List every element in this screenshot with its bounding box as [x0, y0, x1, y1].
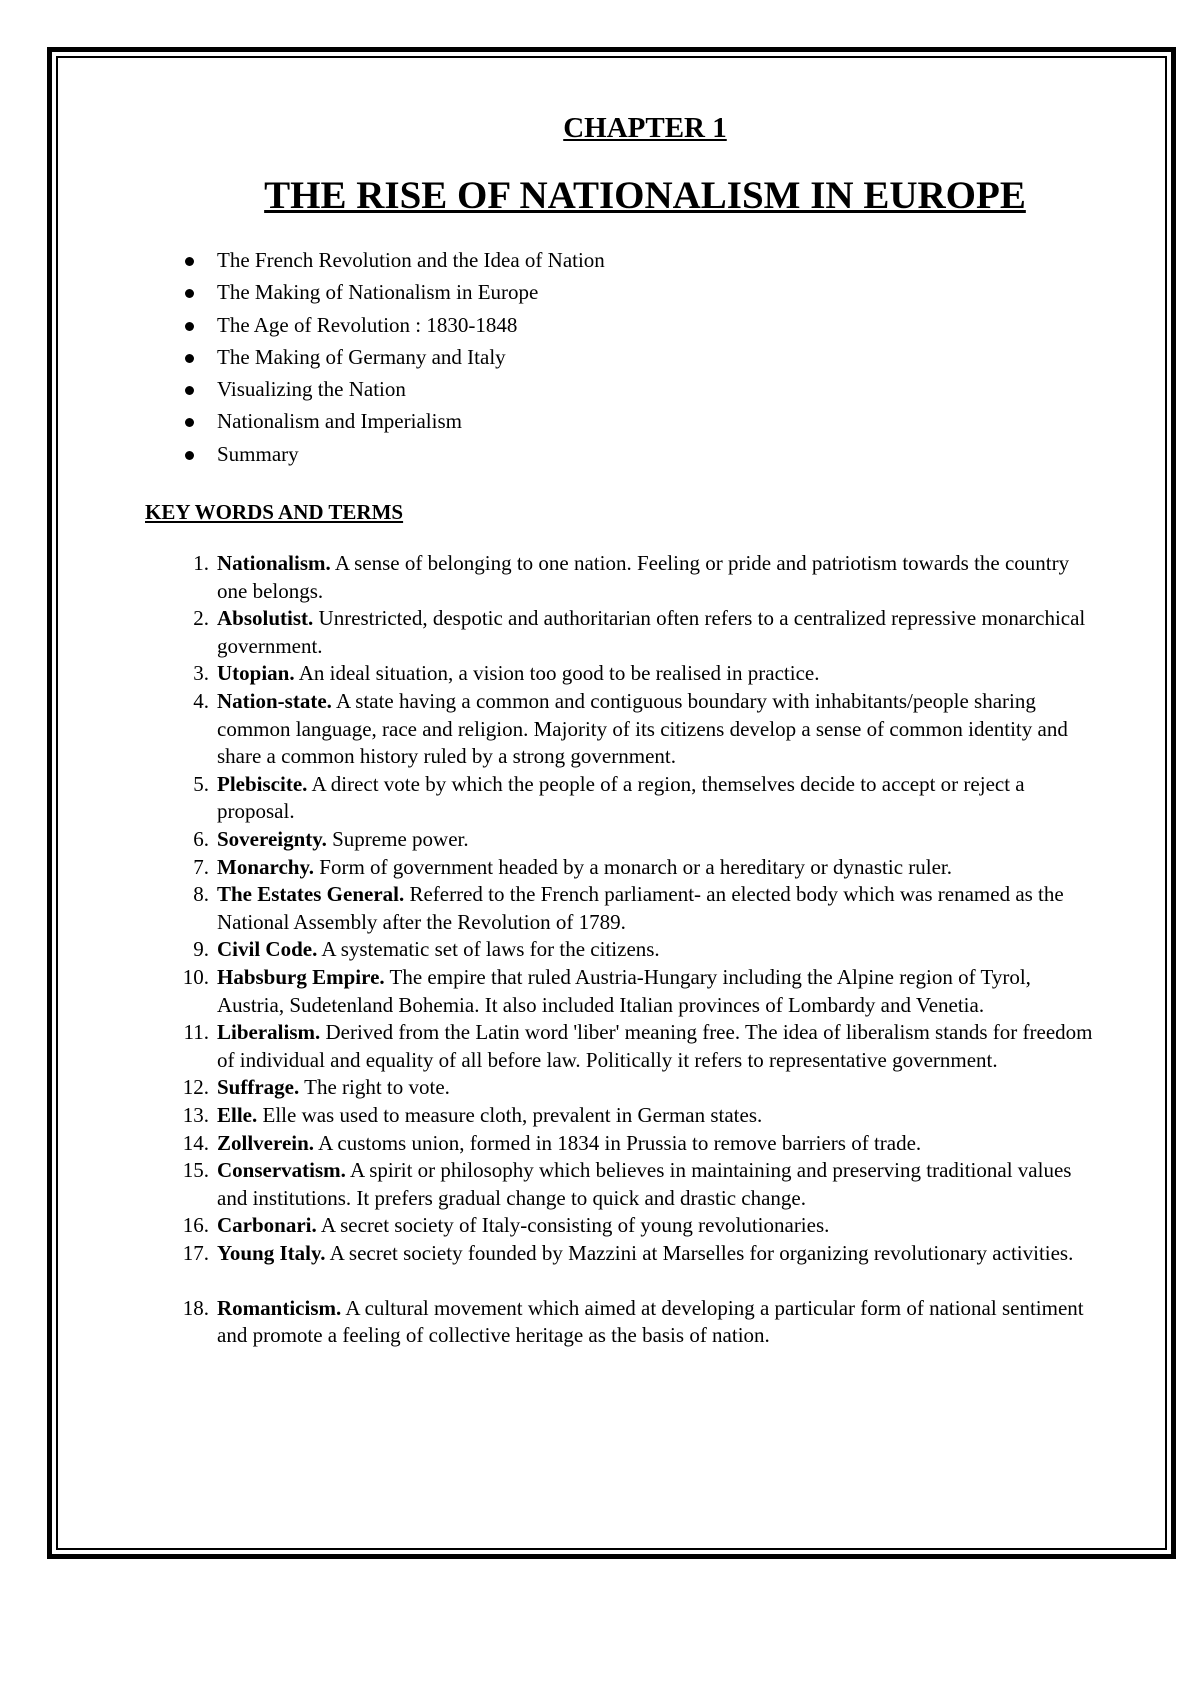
term-item [145, 1240, 1105, 1268]
topic-text: Visualizing the Nation [217, 377, 406, 402]
term-item [145, 1102, 1105, 1130]
bullet-icon [185, 257, 194, 266]
topics-list [145, 244, 1105, 470]
topic-text: Summary [217, 441, 299, 466]
term-definition: A secret society of Italy-consisting of young revolutionaries. [316, 1213, 830, 1238]
topic-text: The French Revolution and the Idea of Nation [217, 248, 605, 272]
term-definition: A state having a common and contiguous boundary with inhabitants/people sharing common language, race and religion. Majority of its citizens develop a sense of common identity and share a common history ruled by a strong government. [217, 689, 1068, 769]
term-name: Conservatism. [217, 1158, 346, 1183]
term-definition: The right to vote. [299, 1075, 450, 1100]
term-number: 13. [182, 1102, 209, 1127]
term-name: Habsburg Empire. [217, 964, 385, 989]
term-name: Liberalism. [217, 1020, 321, 1045]
term-name: The Estates General. [217, 882, 405, 907]
term-definition: A systematic set of laws for the citizens. [317, 937, 660, 962]
term-number: 6. [193, 827, 209, 852]
topic-text: The Making of Nationalism in Europe [217, 280, 539, 305]
term-definition: A customs union, formed in 1834 in Prussia to remove barriers of trade. [314, 1130, 922, 1155]
term-item [145, 1019, 1105, 1074]
term-number: 8. [193, 882, 209, 907]
term-name: Young Italy. [217, 1240, 326, 1265]
term-name: Plebiscite. [217, 771, 308, 796]
terms-list [145, 550, 1105, 1350]
term-item [145, 1130, 1105, 1158]
term-name: Elle. [217, 1102, 258, 1127]
term-name: Monarchy. [217, 854, 315, 879]
topic-item [145, 341, 1105, 373]
term-name: Romanticism. [217, 1295, 342, 1320]
term-number: 17. [182, 1240, 209, 1265]
bullet-icon [185, 289, 194, 298]
term-number: 7. [193, 854, 209, 879]
chapter-title: THE RISE OF NATIONALISM IN EUROPE [264, 174, 1026, 217]
term-name: Absolutist. [217, 606, 314, 631]
term-definition: Elle was used to measure cloth, prevalent in German states. [257, 1102, 763, 1127]
term-item [145, 826, 1105, 854]
term-definition: A spirit or philosophy which believes in maintaining and preserving traditional values and institutions. It prefers gradual change to quick and drastic change. [217, 1158, 1072, 1210]
term-item [145, 660, 1105, 688]
key-words-heading: KEY WORDS AND TERMS [145, 500, 404, 525]
term-item [145, 1295, 1105, 1350]
topic-item [145, 373, 1105, 405]
term-item [145, 964, 1105, 1019]
term-number: 1. [193, 551, 209, 576]
bullet-icon [185, 354, 194, 363]
term-definition: The empire that ruled Austria-Hungary including the Alpine region of Tyrol, Austria, Sudetenland Bohemia. It also included Italian provinces of Lombardy and Venetia. [217, 964, 1031, 1017]
term-name: Nationalism. [217, 551, 331, 576]
term-name: Sovereignty. [217, 827, 327, 852]
topic-text: Nationalism and Imperialism [217, 409, 462, 434]
topic-item [145, 309, 1105, 341]
term-item [145, 688, 1105, 771]
term-name: Utopian. [217, 661, 295, 686]
term-number: 18. [182, 1295, 209, 1320]
topic-item [145, 438, 1105, 470]
term-number: 16. [182, 1213, 209, 1238]
term-definition: A direct vote by which the people of a region, themselves decide to accept or reject a proposal. [217, 771, 1025, 824]
term-definition: A sense of belonging to one nation. Feeling or pride and patriotism towards the country one belongs. [217, 551, 1070, 603]
term-item [145, 1212, 1105, 1240]
term-definition: Derived from the Latin word 'liber' meaning free. The idea of liberalism stands for freedom of individual and equality of all before law. Politically it refers to representative government. [217, 1020, 1093, 1072]
bullet-icon [185, 386, 194, 395]
term-definition: An ideal situation, a vision too good to be realised in practice. [294, 661, 820, 686]
term-definition: Supreme power. [326, 827, 469, 852]
term-item [145, 550, 1105, 605]
term-item [145, 605, 1105, 660]
topic-item [145, 405, 1105, 437]
term-number: 10. [182, 964, 209, 989]
term-number: 11. [183, 1020, 209, 1045]
term-definition: A cultural movement which aimed at developing a particular form of national sentiment and promote a feeling of collective heritage as the basis of nation. [217, 1295, 1084, 1348]
bullet-icon [185, 418, 194, 427]
term-number: 14. [182, 1130, 209, 1155]
term-item [145, 771, 1105, 826]
term-definition: A secret society founded by Mazzini at Marselles for organizing revolutionary activities. [325, 1240, 1074, 1265]
term-definition: Form of government headed by a monarch or a hereditary or dynastic ruler. [314, 854, 952, 879]
document-content [145, 108, 1105, 1350]
term-number: 15. [182, 1158, 209, 1183]
term-definition: Referred to the French parliament- an elected body which was renamed as the National Assembly after the Revolution of 1789. [217, 882, 1064, 934]
term-name: Civil Code. [217, 937, 318, 962]
term-number: 4. [193, 689, 209, 714]
bullet-icon [185, 451, 194, 460]
topic-item [145, 244, 1105, 276]
term-name: Suffrage. [217, 1075, 300, 1100]
term-number: 2. [193, 606, 209, 631]
chapter-heading: CHAPTER 1 [563, 112, 727, 144]
term-item [145, 881, 1105, 936]
term-name: Carbonari. [217, 1213, 317, 1238]
topic-text: The Age of Revolution : 1830-1848 [217, 312, 518, 337]
term-definition: Unrestricted, despotic and authoritarian often refers to a centralized repressive monarchical government. [217, 606, 1086, 658]
term-number: 3. [193, 661, 209, 686]
term-item [145, 1157, 1105, 1212]
term-number: 5. [193, 771, 209, 796]
topic-item [145, 276, 1105, 308]
term-item [145, 936, 1105, 964]
term-number: 12. [182, 1075, 209, 1100]
term-item [145, 1074, 1105, 1102]
topic-text: The Making of Germany and Italy [217, 344, 506, 369]
term-number: 9. [193, 937, 209, 962]
term-item [145, 854, 1105, 882]
term-name: Zollverein. [217, 1130, 315, 1155]
bullet-icon [185, 322, 194, 331]
term-name: Nation-state. [217, 689, 332, 714]
